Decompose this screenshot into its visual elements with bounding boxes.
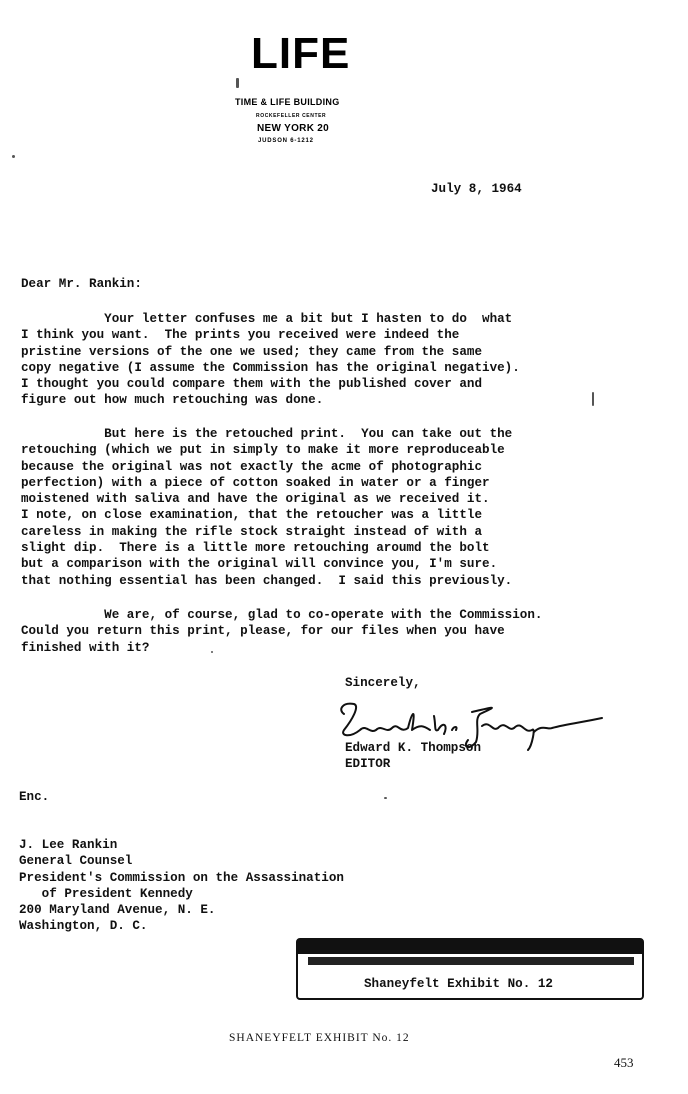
letter-date: July 8, 1964 bbox=[431, 182, 522, 196]
exhibit-tape-stripe bbox=[308, 957, 634, 965]
page-number: 453 bbox=[614, 1055, 634, 1070]
letterhead-center: ROCKEFELLER CENTER bbox=[256, 113, 327, 119]
letterhead-city: NEW YORK 20 bbox=[257, 123, 330, 134]
signer-name: Edward K. Thompson bbox=[345, 741, 482, 755]
exhibit-label: Shaneyfelt Exhibit No. 12 bbox=[364, 977, 553, 991]
footer-exhibit-caption: SHANEYFELT EXHIBIT No. 12 bbox=[229, 1032, 410, 1044]
letterhead-phone: JUDSON 6-1212 bbox=[258, 138, 314, 144]
exhibit-tape-top bbox=[298, 940, 642, 954]
signer-title: EDITOR bbox=[345, 757, 391, 771]
scan-speck bbox=[592, 392, 594, 406]
life-logo: LIFE bbox=[251, 29, 351, 78]
letterhead-building: TIME & LIFE BUILDING bbox=[235, 97, 340, 107]
recipient-address: J. Lee Rankin General Counsel President's Commission on the Assassination of President Kennedy 200 Maryland Avenue, N. E. Washington, D. C. bbox=[19, 838, 344, 934]
body-paragraph-2: But here is the retouched print. You can take out the retouching (which we put in simply to make it more reproduceable because the original was not exactly the acme of photographic perfection) with a piece of cotton soaked in water or a finger moistened with saliva and have the original as we received it. I note, on close examination, that the retoucher was a little careless in making the rifle stock straight instead of with a slight dip. There is a little more retouching aroumd the bolt but a comparison with the original will convince you, I'm sure. that nothing essential has been changed. I said this previously. bbox=[21, 427, 513, 588]
scan-speck bbox=[211, 651, 213, 653]
scan-speck bbox=[236, 78, 239, 88]
body-paragraph-1: Your letter confuses me a bit but I hasten to do what I think you want. The prints you received were indeed the pristine versions of the one we used; they came from the same copy negative (I assume the Commission has the original negative). I thought you could compare them with the published cover and figure out how much retouching was done. bbox=[21, 312, 520, 408]
closing: Sincerely, bbox=[345, 676, 421, 690]
exhibit-label-box bbox=[296, 938, 644, 1000]
scan-speck bbox=[12, 155, 15, 158]
scan-speck bbox=[384, 797, 387, 799]
body-paragraph-3: We are, of course, glad to co-operate with the Commission. Could you return this print, please, for our files when you have finished with it? bbox=[21, 608, 543, 655]
salutation: Dear Mr. Rankin: bbox=[21, 277, 142, 291]
enclosure-note: Enc. bbox=[19, 790, 50, 804]
